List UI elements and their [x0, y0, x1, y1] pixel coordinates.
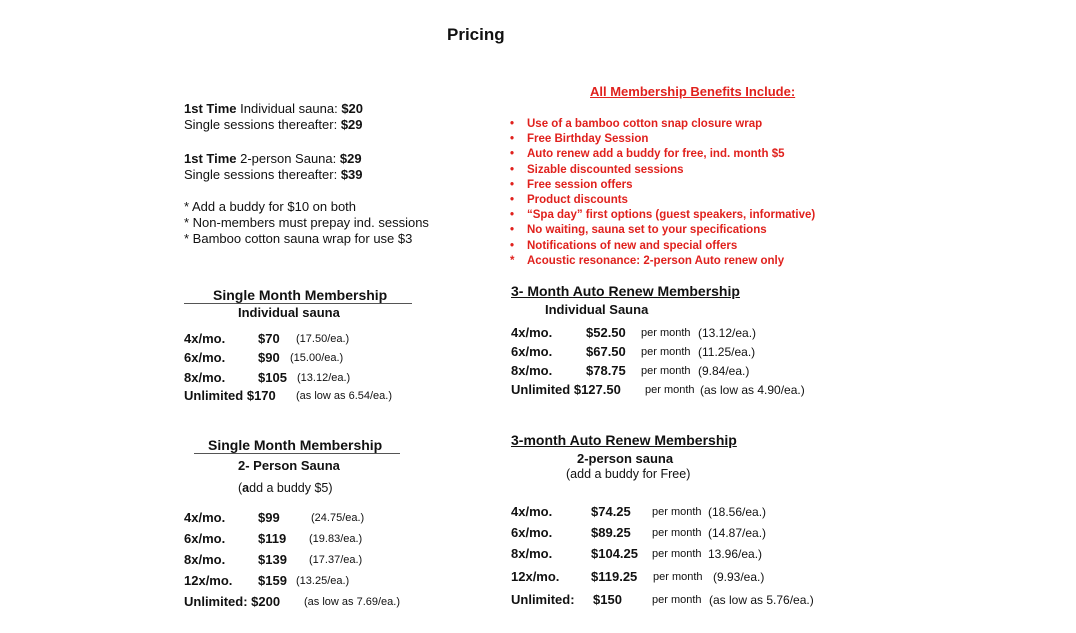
auto-individual-subheading: Individual Sauna: [545, 302, 649, 317]
unlimited-row: [184, 594, 484, 610]
price-note: (13.12/ea.): [297, 372, 351, 384]
intro-note: * Bamboo cotton sauna wrap for use $3: [184, 231, 413, 246]
benefits-title: All Membership Benefits Include:: [590, 84, 796, 99]
auto-individual-heading: 3- Month Auto Renew Membership: [511, 283, 740, 299]
single-two-person-subheading: 2- Person Sauna: [238, 458, 340, 473]
price-note: (9.84/ea.): [698, 364, 750, 378]
single-two-person-heading: Single Month Membership: [208, 437, 383, 453]
price-note: 13.96/ea.): [708, 547, 763, 561]
unlimited-row: [184, 388, 484, 404]
price-row: [511, 525, 841, 541]
price-label: 8x/mo.: [184, 552, 226, 567]
price-row: [511, 504, 841, 520]
benefit-item: [510, 239, 815, 254]
price-value: $74.25: [591, 504, 631, 519]
bullet-icon: •: [510, 194, 515, 207]
per-month: per month: [652, 506, 702, 518]
benefit-text: Use of a bamboo cotton snap closure wrap: [527, 118, 763, 130]
price-row: [184, 573, 484, 589]
intro-line-bold: 1st Time: [184, 101, 237, 116]
price-label: 4x/mo.: [184, 331, 226, 346]
buddy-note-open: (: [238, 481, 243, 495]
price-value: $104.25: [591, 546, 638, 561]
heading-underline: [184, 303, 412, 304]
price-row: [511, 569, 841, 585]
price-note: (as low as 6.54/ea.): [296, 390, 392, 402]
intro-line-text: Individual sauna:: [236, 101, 338, 116]
bullet-icon: •: [510, 178, 515, 191]
price-note: (24.75/ea.): [311, 512, 365, 524]
price-row: [184, 370, 484, 386]
price-label: 8x/mo.: [511, 363, 553, 378]
price-value: $139: [258, 552, 287, 567]
price-value: $99: [258, 510, 280, 525]
price-label: 12x/mo.: [184, 573, 233, 588]
intro-line-single-two-person: [184, 167, 363, 183]
price-label: 12x/mo.: [511, 569, 560, 584]
benefits-list: [510, 117, 815, 269]
benefit-text: “Spa day” first options (guest speakers, informative): [527, 209, 816, 222]
benefit-item: [510, 223, 815, 238]
bullet-icon: •: [510, 209, 515, 222]
intro-line-price: $29: [339, 151, 362, 166]
benefit-text: Free session offers: [527, 178, 633, 191]
price-row: [511, 325, 831, 341]
bullet-icon: *: [510, 254, 515, 267]
unlimited-row: [511, 592, 841, 608]
bullet-icon: •: [510, 239, 515, 252]
intro-line-first-individual: [184, 101, 363, 117]
per-month: per month: [652, 527, 702, 539]
price-note: (as low as 4.90/ea.): [700, 383, 805, 397]
price-note: (14.87/ea.): [708, 526, 767, 540]
per-month: per month: [652, 548, 702, 560]
per-month: per month: [653, 571, 703, 583]
bullet-icon: •: [510, 118, 515, 130]
benefit-item: [510, 163, 815, 178]
benefit-item: [510, 178, 815, 193]
price-row: [511, 546, 841, 562]
price-row: [511, 344, 831, 360]
price-row: [184, 552, 484, 568]
price-label: 8x/mo.: [511, 546, 553, 561]
benefit-text: Acoustic resonance: 2-person Auto renew only: [527, 254, 785, 267]
price-label: 8x/mo.: [184, 370, 226, 385]
intro-line-price: $20: [341, 101, 364, 116]
intro-line-text: 2-person Sauna:: [236, 151, 337, 166]
price-value: $52.50: [586, 325, 626, 340]
buddy-note: (add a buddy for Free): [566, 467, 691, 481]
price-note: (17.37/ea.): [309, 554, 363, 566]
price-value: $159: [258, 573, 287, 588]
benefit-item: [510, 117, 815, 132]
price-value: $90: [258, 350, 280, 365]
benefit-item: [510, 254, 815, 269]
price-note: (as low as 5.76/ea.): [709, 593, 814, 607]
price-row: [184, 531, 484, 547]
price-note: (9.93/ea.): [713, 570, 765, 584]
unlimited-label: Unlimited:: [511, 592, 575, 607]
price-row: [184, 350, 484, 366]
price-value: $67.50: [586, 344, 626, 359]
single-individual-subheading: Individual sauna: [238, 305, 340, 320]
price-note: (17.50/ea.): [296, 333, 350, 345]
benefit-text: Product discounts: [527, 194, 628, 207]
bullet-icon: •: [510, 148, 515, 161]
per-month: per month: [641, 327, 691, 339]
benefit-text: Auto renew add a buddy for free, ind. month $5: [527, 148, 785, 161]
auto-two-person-subheading: 2-person sauna: [577, 451, 674, 466]
price-row: [511, 363, 831, 379]
bullet-icon: •: [510, 133, 515, 146]
intro-line-price: $29: [340, 117, 363, 132]
intro-line-price: $39: [340, 167, 363, 182]
intro-note: * Add a buddy for $10 on both: [184, 199, 357, 214]
benefit-text: No waiting, sauna set to your specifications: [527, 224, 767, 237]
price-value: $119: [258, 531, 287, 546]
price-value: $78.75: [586, 363, 626, 378]
per-month: per month: [641, 346, 691, 358]
price-value: $89.25: [591, 525, 631, 540]
price-label: 6x/mo.: [184, 350, 226, 365]
price-label: 4x/mo.: [511, 504, 553, 519]
benefit-text: Notifications of new and special offers: [527, 239, 738, 252]
per-month: per month: [645, 384, 695, 396]
auto-two-person-heading: 3-month Auto Renew Membership: [511, 432, 737, 448]
intro-line-first-two-person: [184, 151, 362, 167]
page-title: Pricing: [447, 25, 505, 44]
price-label: 6x/mo.: [511, 344, 553, 359]
benefit-item: [510, 147, 815, 162]
unlimited-label: Unlimited $127.50: [511, 382, 621, 397]
unlimited-row: [511, 382, 831, 398]
buddy-note: [238, 480, 333, 496]
price-label: 6x/mo.: [511, 525, 553, 540]
intro-line-single-individual: [184, 117, 363, 133]
price-note: (as low as 7.69/ea.): [304, 596, 400, 608]
intro-note: * Non-members must prepay ind. sessions: [184, 215, 429, 230]
price-note: (15.00/ea.): [290, 352, 344, 364]
price-label: 4x/mo.: [511, 325, 553, 340]
benefit-item: [510, 132, 815, 147]
benefit-item: [510, 193, 815, 208]
price-row: [184, 331, 484, 347]
intro-line-bold: 1st Time: [184, 151, 237, 166]
buddy-note-bold: a: [242, 481, 250, 495]
price-value: $150: [593, 592, 622, 607]
unlimited-label: Unlimited $170: [184, 388, 276, 403]
unlimited-label: Unlimited: $200: [184, 594, 281, 609]
price-note: (13.25/ea.): [296, 575, 350, 587]
price-note: (18.56/ea.): [708, 505, 767, 519]
buddy-note-rest: dd a buddy $5): [249, 481, 333, 495]
price-row: [184, 510, 484, 526]
benefit-item: [510, 208, 815, 223]
per-month: per month: [652, 594, 702, 606]
benefit-text: Sizable discounted sessions: [527, 163, 684, 176]
bullet-icon: •: [510, 224, 515, 237]
price-value: $105: [258, 370, 287, 385]
intro-line-text: Single sessions thereafter:: [184, 167, 338, 182]
price-note: (19.83/ea.): [309, 533, 363, 545]
price-note: (11.25/ea.): [698, 345, 756, 359]
price-value: $119.25: [591, 569, 638, 584]
intro-line-text: Single sessions thereafter:: [184, 117, 338, 132]
price-value: $70: [258, 331, 280, 346]
benefit-text: Free Birthday Session: [527, 133, 649, 146]
per-month: per month: [641, 365, 691, 377]
price-label: 4x/mo.: [184, 510, 226, 525]
bullet-icon: •: [510, 163, 515, 176]
single-individual-heading: Single Month Membership: [213, 287, 388, 303]
heading-underline: [194, 453, 400, 454]
price-note: (13.12/ea.): [698, 326, 757, 340]
price-label: 6x/mo.: [184, 531, 226, 546]
